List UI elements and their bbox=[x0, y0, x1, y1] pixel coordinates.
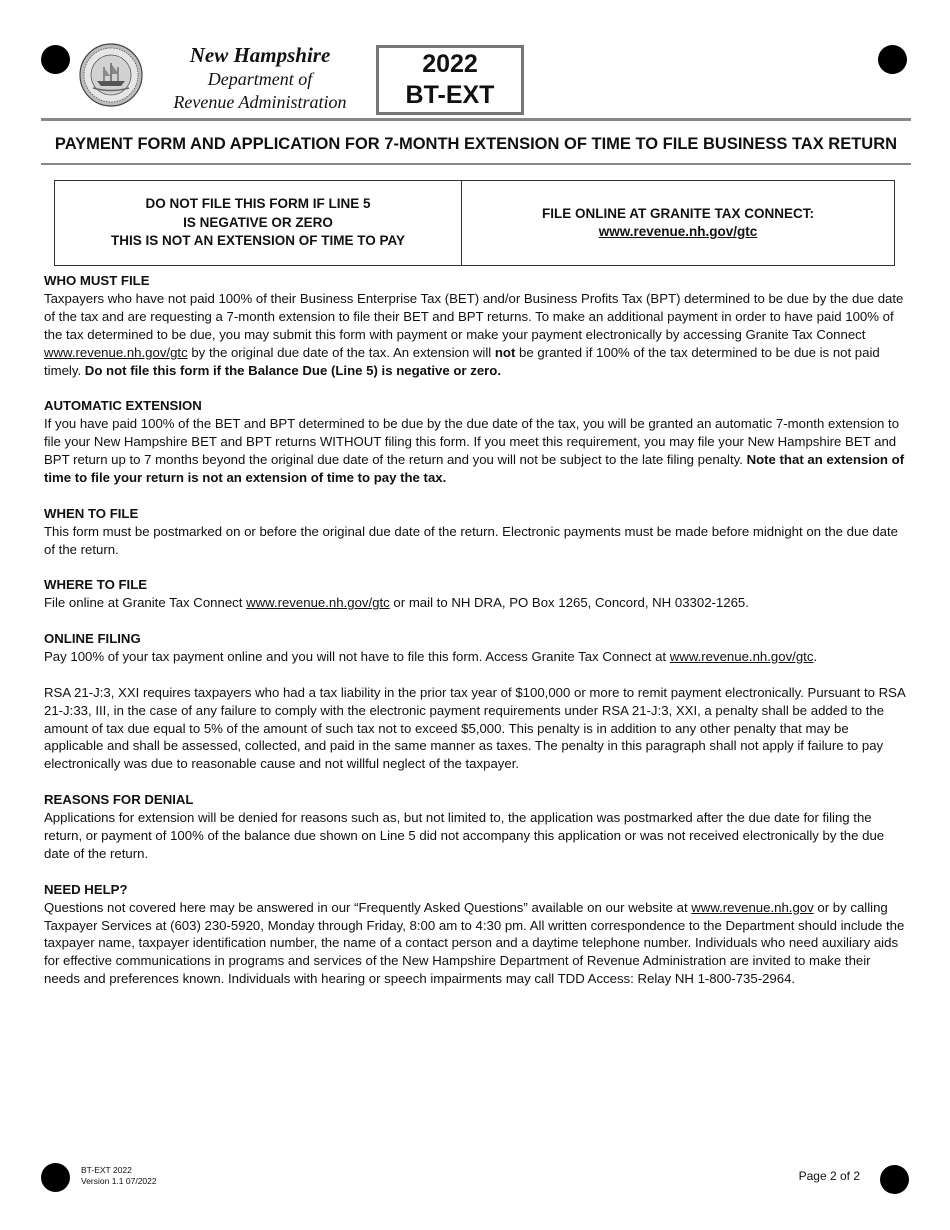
registration-mark-bottom-right bbox=[880, 1165, 909, 1194]
website-link[interactable]: www.revenue.nh.gov bbox=[691, 899, 814, 915]
footer-form-id: BT-EXT 2022 bbox=[81, 1165, 132, 1175]
notice-warning bbox=[55, 181, 462, 265]
header-divider bbox=[41, 118, 911, 121]
registration-mark-bottom-left bbox=[41, 1163, 70, 1192]
notice-warning-line: DO NOT FILE THIS FORM IF LINE 5 bbox=[145, 196, 371, 212]
agency-state: New Hampshire bbox=[189, 43, 331, 67]
registration-mark-top-left bbox=[41, 45, 70, 74]
agency-name bbox=[140, 42, 380, 114]
notice-file-online bbox=[462, 181, 894, 265]
section-text-need-help: Questions not covered here may be answered in our “Frequently Asked Questions” available on our website at www.revenue.nh.gov or by calling Taxpayer Services at (603) 230-5920, Monday through Friday, 8:00 am to 4:30 pm. All written correspondence to the Department should include the taxpayer name, taxpayer identification number, the name of a contact person and a daytime telephone number. Individuals who need auxiliary aids for effective communications in programs and services of the New Hampshire Department of Revenue Administration are invited to make their needs and preferences known. Individuals with hearing or speech impairments may call TDD Access: Relay NH 1-800-735-2964. bbox=[44, 899, 905, 987]
footer-form-info bbox=[81, 1165, 157, 1187]
form-year: 2022 bbox=[422, 50, 478, 78]
granite-tax-connect-link[interactable]: www.revenue.nh.gov/gtc bbox=[246, 595, 390, 611]
section-text-reasons-for-denial: Applications for extension will be denied for reasons such as, but not limited to, the application was postmarked after the due date for filing the return, or payment of 100% of the balance due shown on Line 5 did not accompany this application or was not received electronically by the due date of the return. bbox=[44, 810, 885, 861]
section-heading-online-filing: ONLINE FILING bbox=[44, 631, 141, 647]
section-text-electronic-payment-rsa: RSA 21-J:3, XXI requires taxpayers who had a tax liability in the prior tax year of $100,000 or more to remit payment electronically. Pursuant to RSA 21-J:33, III, in the case of any failure to comply with the electronic payment requirements under RSA 21-J:3, XXI, a penalty shall be added to the amount of tax due equal to 5% of the amount of such tax not to exceed $5,000. This penalty is in addition to any other penalty that may be applicable and shall be assessed, collected, and paid in the same manner as taxes. The penalty in this paragraph shall not apply if failure to pay electronically was due to reasonable cause and not willful neglect of the taxpayer. bbox=[44, 684, 906, 772]
instructions bbox=[44, 272, 910, 1006]
notice-box bbox=[54, 180, 895, 266]
footer-version: Version 1.1 07/2022 bbox=[81, 1176, 157, 1186]
notice-file-online-label: FILE ONLINE AT GRANITE TAX CONNECT: bbox=[542, 205, 814, 221]
state-seal-icon bbox=[79, 43, 143, 107]
section-heading-where-to-file: WHERE TO FILE bbox=[44, 577, 148, 593]
page-number: Page 2 of 2 bbox=[798, 1169, 860, 1183]
section-text-when-to-file: This form must be postmarked on or before the original due date of the return. Electronic payments must be made before midnight on the due date of the return. bbox=[44, 523, 899, 557]
section-heading-automatic-extension: AUTOMATIC EXTENSION bbox=[44, 398, 202, 414]
section-text-who-must-file: Taxpayers who have not paid 100% of their Business Enterprise Tax (BET) and/or Business Profits Tax (BPT) determined to be due by the due date of the tax and are requesting a 7-month extension to file their BET and BPT returns. To make an additional payment in order to have paid 100% of the tax determined to be due, you may submit this form with payment or make your payment electronically by accessing Granite Tax Connect www.revenue.nh.gov/gtc by the original due date of the tax. An extension will not be granted if 100% of the tax determined to be due is not paid timely. Do not file this form if the Balance Due (Line 5) is negative or zero. bbox=[44, 290, 904, 378]
section-heading-need-help: NEED HELP? bbox=[44, 881, 128, 897]
section-text-automatic-extension: If you have paid 100% of the BET and BPT determined to be due by the due date of the tax, you will be granted an automatic 7-month extension to file your New Hampshire BET and BPT returns WITHOUT filing this form. If you meet this requirement, you may file your New Hampshire BET and BPT return up to 7 months beyond the original due date of the return and you will not be subject to the late filing penalty. Note that an extension of time to file your return is not an extension of time to pay the tax. bbox=[44, 416, 905, 485]
title-divider bbox=[41, 163, 911, 165]
section-text-where-to-file: File online at Granite Tax Connect www.revenue.nh.gov/gtc or mail to NH DRA, PO Box 1265, Concord, NH 03302-1265. bbox=[44, 595, 749, 611]
notice-warning-line: IS NEGATIVE OR ZERO bbox=[183, 214, 333, 230]
granite-tax-connect-link[interactable]: www.revenue.nh.gov/gtc bbox=[669, 648, 814, 664]
section-text-online-filing: Pay 100% of your tax payment online and you will not have to file this form. Access Granite Tax Connect at www.revenue.nh.gov/gtc. bbox=[44, 648, 818, 664]
section-heading-reasons-for-denial: REASONS FOR DENIAL bbox=[44, 792, 194, 808]
agency-department: Department of bbox=[207, 69, 313, 89]
section-heading-who-must-file: WHO MUST FILE bbox=[44, 273, 150, 288]
form-id-box bbox=[376, 45, 524, 115]
section-heading-when-to-file: WHEN TO FILE bbox=[44, 505, 139, 521]
granite-tax-connect-link[interactable]: www.revenue.nh.gov/gtc bbox=[598, 224, 758, 239]
form-code: BT-EXT bbox=[405, 81, 495, 109]
granite-tax-connect-link[interactable]: www.revenue.nh.gov/gtc bbox=[44, 344, 188, 360]
agency-division: Revenue Administration bbox=[173, 92, 347, 112]
notice-warning-line: THIS IS NOT AN EXTENSION OF TIME TO PAY bbox=[110, 233, 406, 249]
registration-mark-top-right bbox=[878, 45, 907, 74]
form-title: PAYMENT FORM AND APPLICATION FOR 7-MONTH EXTENSION OF TIME TO FILE BUSINESS TAX RETURN bbox=[54, 135, 898, 153]
